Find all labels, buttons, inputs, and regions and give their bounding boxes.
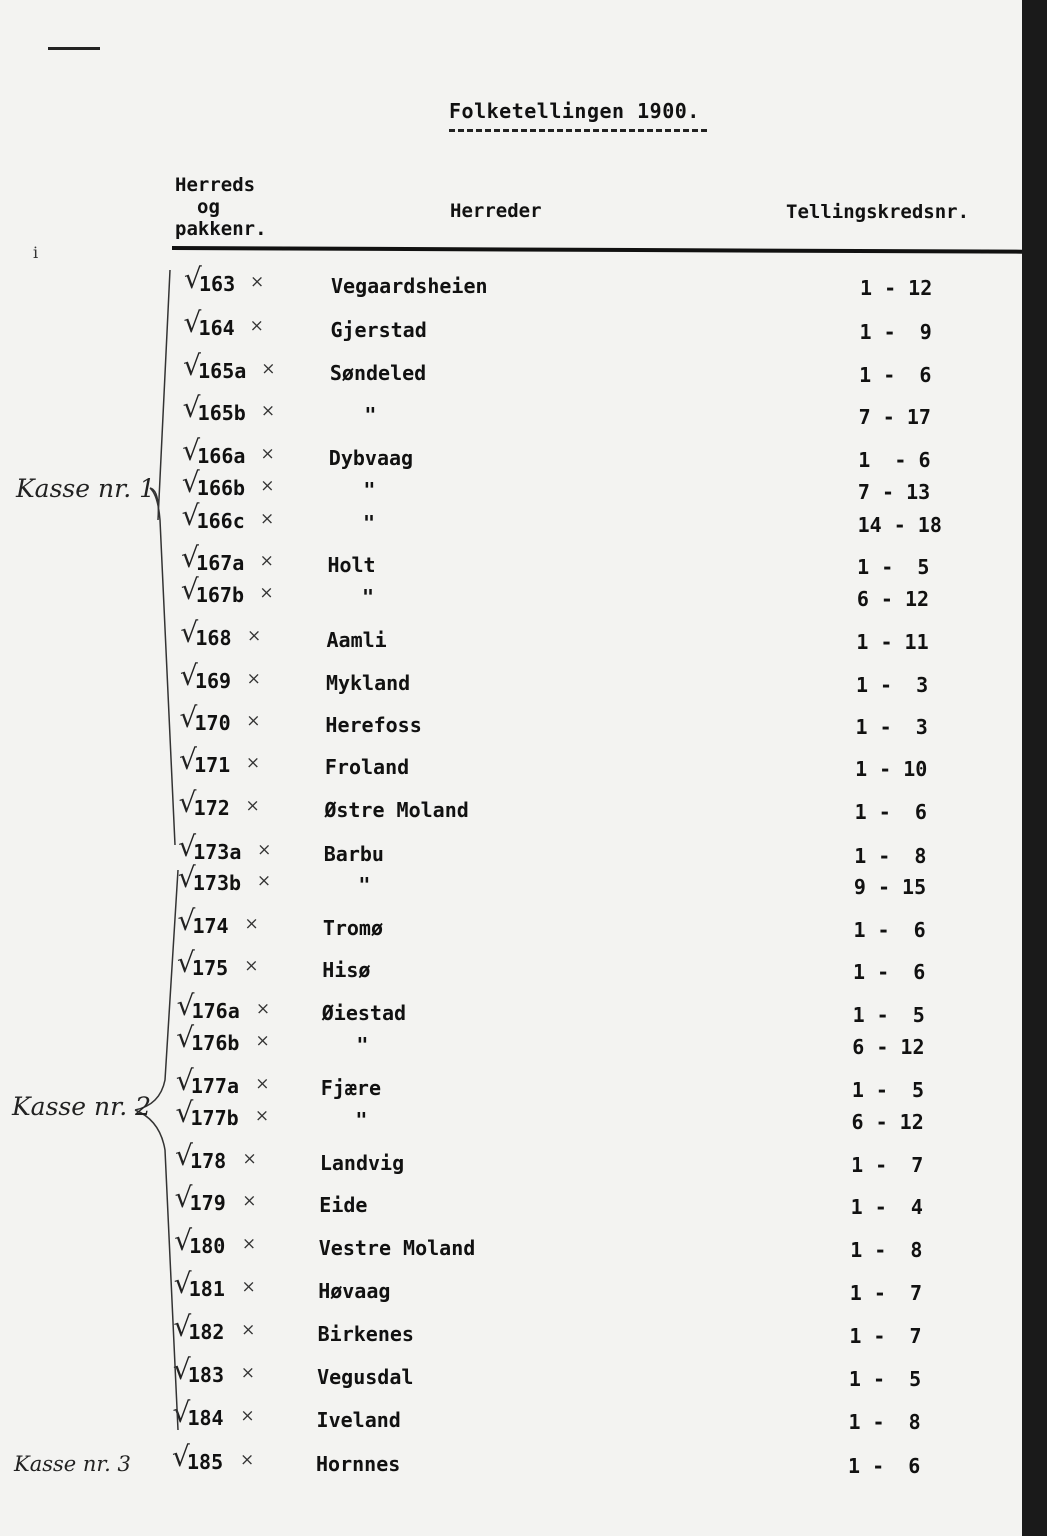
tally-mark: × <box>240 1363 255 1383</box>
check-mark: √ <box>177 861 196 894</box>
herred-name: Søndeled <box>329 361 427 385</box>
check-mark: √ <box>182 391 201 424</box>
tally-mark: × <box>255 999 271 1019</box>
tally-mark: × <box>259 509 275 529</box>
herred-name: Hornnes <box>316 1452 401 1476</box>
check-mark: √ <box>172 1440 190 1473</box>
pakkenr: 176b <box>191 1031 240 1055</box>
tellingskreds-range: 1 - 9 <box>859 320 932 344</box>
herred-name: " <box>364 403 377 427</box>
pakkenr: 169 <box>194 669 232 693</box>
margin-note-kasse-3: Kasse nr. 3 <box>14 1452 131 1476</box>
tellingskreds-range: 1 - 12 <box>860 276 933 300</box>
tellingskreds-range: 1 - 3 <box>855 673 929 697</box>
tellingskreds-range: 1 - 5 <box>848 1367 922 1391</box>
herred-name: Herefoss <box>325 713 422 737</box>
tellingskreds-range: 1 - 5 <box>857 555 930 579</box>
herred-name: Fjære <box>320 1076 381 1100</box>
tally-mark: × <box>260 444 275 464</box>
pakkenr: 172 <box>193 796 230 820</box>
brace-kasse-1 <box>150 270 175 845</box>
pakkenr: 178 <box>190 1149 227 1173</box>
herred-name: Birkenes <box>317 1322 414 1346</box>
herred-name: " <box>362 511 376 535</box>
check-mark: √ <box>173 1310 192 1343</box>
tally-mark: × <box>244 914 259 934</box>
tellingskreds-range: 1 - 6 <box>854 800 927 824</box>
tally-mark: × <box>241 1277 256 1297</box>
brace-kasse-2 <box>135 870 178 1430</box>
tellingskreds-range: 1 - 8 <box>854 844 927 868</box>
herred-name: Gjerstad <box>330 318 427 342</box>
herred-name: " <box>356 1033 369 1057</box>
check-mark: √ <box>179 743 197 776</box>
pakkenr: 177a <box>190 1074 239 1098</box>
pakkenr: 171 <box>194 753 231 777</box>
pakkenr: 165a <box>198 359 247 383</box>
herred-name: Aamli <box>326 628 387 652</box>
check-mark: √ <box>179 659 198 692</box>
herred-name: Landvig <box>319 1151 405 1175</box>
check-mark: √ <box>172 1353 191 1386</box>
pakkenr: 174 <box>192 914 229 938</box>
tally-mark: × <box>257 840 272 860</box>
margin-note-kasse-2: Kasse nr. 2 <box>12 1092 152 1121</box>
pakkenr: 184 <box>187 1406 224 1430</box>
check-mark: √ <box>181 499 200 532</box>
header-line-3: pakkenr. <box>175 218 267 240</box>
tally-mark: × <box>256 871 272 891</box>
tally-mark: × <box>261 359 276 379</box>
tellingskreds-range: 9 - 15 <box>853 875 927 899</box>
herred-name: Hisø <box>322 958 371 982</box>
pakkenr: 168 <box>195 626 232 650</box>
tellingskreds-range: 1 - 7 <box>849 1324 922 1348</box>
tellingskreds-range: 1 - 6 <box>859 363 932 387</box>
check-mark: √ <box>179 701 198 734</box>
tally-mark: × <box>240 1450 255 1470</box>
check-mark: √ <box>184 262 202 295</box>
tally-mark: × <box>260 401 276 421</box>
tellingskreds-range: 7 - 13 <box>857 480 931 504</box>
tally-mark: × <box>245 753 261 773</box>
tellingskreds-range: 14 - 18 <box>857 513 942 537</box>
herred-name: Froland <box>324 755 410 779</box>
check-mark: √ <box>175 1064 194 1097</box>
tellingskreds-range: 1 - 8 <box>848 1410 921 1434</box>
check-mark: √ <box>181 541 199 574</box>
tally-mark: × <box>246 711 261 731</box>
pakkenr: 179 <box>189 1191 226 1215</box>
tellingskreds-range: 1 - 4 <box>850 1195 923 1219</box>
herred-name: Vegusdal <box>317 1365 414 1389</box>
header-line-2: og <box>197 196 220 218</box>
tellingskreds-range: 1 - 3 <box>855 715 928 739</box>
herred-name: Østre Moland <box>324 798 469 822</box>
tellingskreds-range: 1 - 8 <box>850 1238 923 1262</box>
herred-name: Barbu <box>323 842 384 866</box>
pakkenr: 166c <box>196 509 245 533</box>
pakkenr: 180 <box>189 1234 226 1258</box>
pakkenr: 166a <box>197 444 246 468</box>
check-mark: √ <box>177 904 196 937</box>
pakkenr: 183 <box>187 1363 224 1387</box>
check-mark: √ <box>174 1181 193 1214</box>
tellingskreds-range: 1 - 5 <box>852 1003 925 1027</box>
tellingskreds-range: 6 - 12 <box>851 1110 924 1134</box>
tellingskreds-range: 1 - 6 <box>848 1454 921 1478</box>
tally-mark: × <box>242 1149 257 1169</box>
check-mark: √ <box>178 830 197 863</box>
tally-mark: × <box>244 956 259 976</box>
header-tellingskredsnr: Tellingskredsnr. <box>786 201 970 223</box>
herred-name: Vestre Moland <box>318 1236 476 1260</box>
pakkenr: 173b <box>192 871 242 895</box>
tally-mark: × <box>254 1106 270 1126</box>
herred-name: Øiestad <box>321 1001 407 1025</box>
herred-name: Holt <box>327 553 376 577</box>
pakkenr: 170 <box>194 711 231 735</box>
pakkenr: 173a <box>193 840 242 864</box>
tally-mark: × <box>249 316 264 336</box>
tellingskreds-range: 7 - 17 <box>858 405 931 429</box>
tally-mark: × <box>250 272 265 292</box>
tally-mark: × <box>241 1320 256 1340</box>
tellingskreds-range: 1 - 6 <box>853 918 926 942</box>
check-mark: √ <box>172 1396 191 1429</box>
check-mark: √ <box>175 1096 194 1129</box>
tally-mark: × <box>255 1074 270 1094</box>
pakkenr: 176a <box>191 999 240 1023</box>
pakkenr: 163 <box>199 272 236 296</box>
herred-name: Høvaag <box>318 1279 391 1303</box>
check-mark: √ <box>180 616 199 649</box>
tellingskreds-range: 1 - 10 <box>855 757 928 781</box>
herred-name: Mykland <box>325 671 411 695</box>
pakkenr: 175 <box>192 956 229 980</box>
tally-mark: × <box>246 669 261 689</box>
herred-name: Vegaardsheien <box>331 274 488 298</box>
tally-mark: × <box>241 1234 257 1254</box>
tellingskreds-range: 1 - 6 <box>853 960 926 984</box>
herred-name: Dybvaag <box>328 446 414 470</box>
tally-mark: × <box>260 476 275 496</box>
pakkenr: 181 <box>188 1277 225 1301</box>
check-mark: √ <box>176 1021 195 1054</box>
tellingskreds-range: 6 - 12 <box>852 1035 925 1059</box>
header-line-1: Herreds <box>175 174 256 196</box>
tellingskreds-range: 6 - 12 <box>856 587 930 611</box>
scan-edge <box>1022 0 1047 1536</box>
check-mark: √ <box>175 1139 193 1172</box>
herred-name: " <box>362 585 375 609</box>
check-mark: √ <box>174 1224 193 1257</box>
herred-name: " <box>363 478 376 502</box>
pakkenr: 177b <box>190 1106 239 1130</box>
pakkenr: 165b <box>197 401 246 425</box>
header-herreder: Herreder <box>450 200 542 222</box>
check-mark: √ <box>173 1267 192 1300</box>
tally-mark: × <box>240 1406 255 1426</box>
check-mark: √ <box>183 306 202 339</box>
pakkenr: 167a <box>196 551 245 575</box>
herred-name: Eide <box>319 1193 368 1217</box>
check-mark: √ <box>183 349 201 382</box>
herred-name: " <box>355 1108 368 1132</box>
tellingskreds-range: 1 - 6 <box>858 448 931 472</box>
check-mark: √ <box>181 466 200 499</box>
tally-mark: × <box>259 551 274 571</box>
tally-mark: × <box>246 626 262 646</box>
tellingskreds-range: 1 - 11 <box>856 630 929 654</box>
tally-mark: × <box>259 583 274 603</box>
pakkenr: 185 <box>187 1450 224 1474</box>
tellingskreds-range: 1 - 5 <box>851 1078 925 1102</box>
check-mark: √ <box>182 434 201 467</box>
tally-mark: × <box>245 796 260 816</box>
tally-mark: × <box>255 1031 270 1051</box>
tellingskreds-range: 1 - 7 <box>849 1281 922 1305</box>
check-mark: √ <box>177 946 195 979</box>
margin-note-kasse-1: Kasse nr. 1 <box>16 474 156 503</box>
check-mark: √ <box>178 786 197 819</box>
herred-name: " <box>358 873 371 897</box>
tally-mark: × <box>242 1191 257 1211</box>
check-mark: √ <box>176 989 195 1022</box>
tellingskreds-range: 1 - 7 <box>851 1153 924 1177</box>
pakkenr: 182 <box>188 1320 225 1344</box>
herred-name: Iveland <box>316 1408 401 1432</box>
margin-tick: i <box>33 243 39 262</box>
herred-name: Tromø <box>322 916 384 940</box>
pakkenr: 167b <box>195 583 244 607</box>
page-title: Folketellingen 1900. <box>449 99 707 132</box>
pakkenr: 166b <box>196 476 246 500</box>
check-mark: √ <box>180 573 199 606</box>
pakkenr: 164 <box>198 316 235 340</box>
